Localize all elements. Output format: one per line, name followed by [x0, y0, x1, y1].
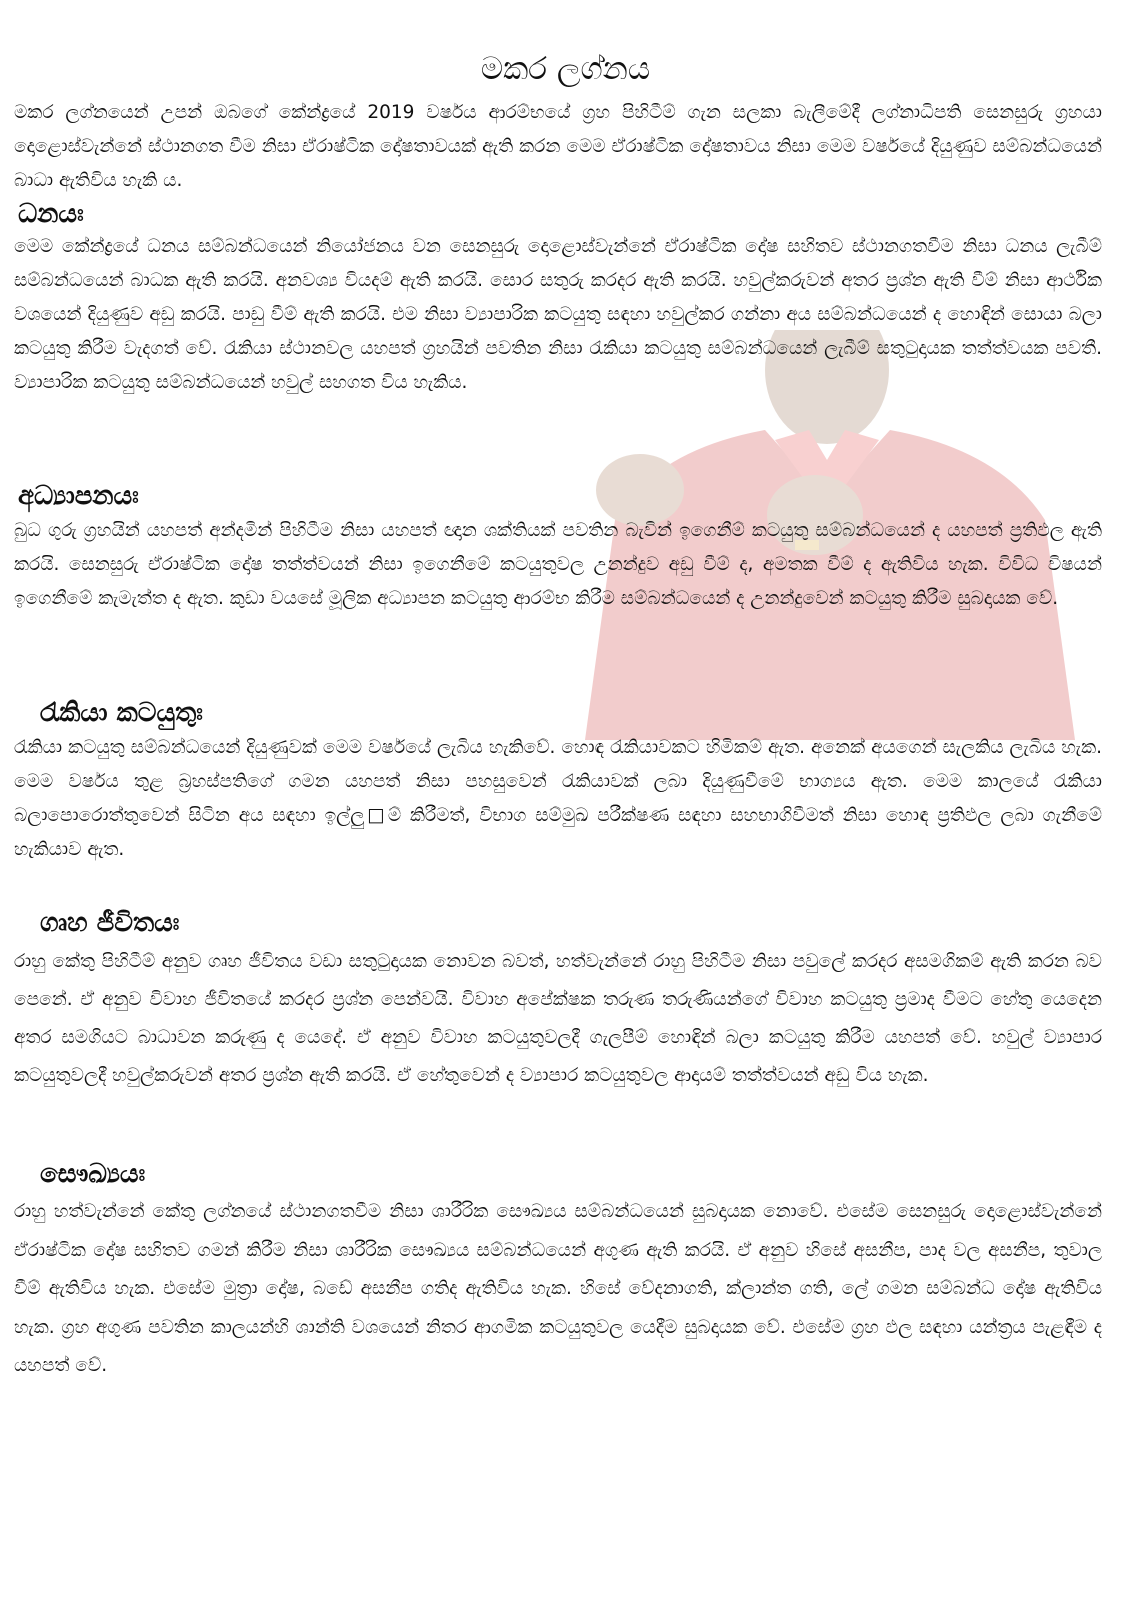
section-heading-employment: රැකියා කටයුතුඃ — [40, 698, 203, 728]
section-body-employment: රැකියා කටයුතු සම්බන්ධයෙන් දියුණුවක් මෙම වර්ෂයේ ලැබිය හැකිවේ. හොඳ රැකියාවකට හිමිකම් ඇත. අනෙක් අයගෙන් සැලකිය ලැබිය හැක. මෙම වර්ෂය තුළ බ්‍රහස්පතිගේ ගමන යහපත් නිසා පහසුවෙන් රැකියාවක් ලබා දියුණුවීමේ භාග්‍යය ඇත. මෙම කාලයේ රැකියා බලාපොරොත්තුවෙන් සිටින අය සඳහා ඉල්ලු□ම් කිරීමත්, විභාග සම්මුඛ පරීක්ෂණ සඳහා සහභාගිවීමත් නිසා හොඳ ප්‍රතිඵල ලබා ගැනීමේ හැකියාව ඇත. — [14, 737, 1102, 860]
section-body-education: බුධ ගුරු ග්‍රහයින් යහපත් අන්දමින් පිහිටීම නිසා යහපත් ඥාන ශක්තියක් පවතින බැවින් ඉගෙනීම් කටයුතු සම්බන්ධයෙන් ද යහපත් ප්‍රතිඵල ඇති කරයි. සෙනසුරු ඒරාෂ්ටික දෝෂ තත්ත්වයන් නිසා ඉගෙනීමේ කටයුතුවල උනන්දුව අඩු වීම් ද, අමතක වීම් ද ඇතිවිය හැක. විවිධ විෂයන් ඉගෙනීමේ කැමැත්ත ද ඇත. කුඩා වයසේ මූලික අධ්‍යාපන කටයුතු ආරම්භ කිරීම සම්බන්ධයෙන් ද උනන්දුවෙන් කටයුතු කිරීම සුබදායක වේ. — [14, 520, 1102, 609]
section-heading-health: සෞඛ්‍යයඃ — [40, 1159, 146, 1189]
section-body-wealth: මෙම කේන්ද්‍රයේ ධනය සම්බන්ධයෙන් නියෝජනය වන සෙනසුරු දොළොස්වැන්නේ ඒරාෂ්ටික දෝෂ සහිතව ස්ථානගතවීම නිසා ධනය ලැබීම් සම්බන්ධයෙන් බාධක ඇති කරයි. අනවශ්‍ය වියදම් ඇති කරයි. සොර සතුරු කරදර ඇති කරයි. හවුල්කරුවන් අතර ප්‍රශ්න ඇති වීම් නිසා ආර්ථික වශයෙන් දියුණුව අඩු කරයි. පාඩු වීම් ඇති කරයි. එම නිසා ව්‍යාපාරික කටයුතු සඳහා හවුල්කර ගන්නා අය සම්බන්ධයෙන් ද හොඳින් සොයා බලා කටයුතු කිරීම වැදගත් වේ. රැකියා ස්ථානවල යහපත් ග්‍රහයින් පවතින නිසා රැකියා කටයුතු සම්බන්ධයෙන් ලැබීම් සතුටුදායක තත්ත්වයක පවතී. ව්‍යාපාරික කටයුතු සම්බන්ධයෙන් හවුල් සහගත විය හැකිය. — [14, 236, 1102, 393]
section-heading-family-life: ගෘහ ජීවිතයඃ — [40, 908, 180, 938]
section-heading-wealth: ධනයඃ — [18, 199, 84, 229]
section-body-health: රාහු හත්වැන්නේ කේතු ලග්නයේ ස්ථානගතවීම නිසා ශාරීරික සෞඛ්‍යය සම්බන්ධයෙන් සුබදායක නොවේ. එසේම සෙනසුරු දොළොස්වැන්නේ ඒරාෂ්ටික දෝෂ සහිතව ගමන් කිරීම නිසා ශාරීරික සෞඛ්‍යය සම්බන්ධයෙන් අගුණ ඇති කරයි. ඒ අනුව හිසේ අසනීප, පාද වල අසනීප, තුවාල වීම් ඇතිවිය හැක. එසේම මුත්‍රා දෝෂ, බඩේ අසනීප ගතිද ඇතිවිය හැක. හිසේ වේදනාගති, ක්ලාන්ත ගති, ලේ ගමන සම්බන්ධ දෝෂ ඇතිවිය හැක. ග්‍රහ අගුණ පවතින කාලයන්හි ශාන්ති වශයෙන් නිතර ආගමික කටයුතුවල යෙදීම සුබදායක වේ. එසේම ග්‍රහ ඵල සඳහා යන්ත්‍රය පැළඳීම ද යහපත් වේ. — [14, 1201, 1102, 1376]
section-heading-education: අධ්‍යාපනයඃ — [18, 481, 139, 511]
intro-paragraph: මකර ලග්නයෙන් උපන් ඔබගේ කේන්ද්‍රයේ 2019 වර්ෂය ආරම්භයේ ග්‍රහ පිහිටීම් ගැන සලකා බැලීමේදී ලග්නාධිපති සෙනසුරු ග්‍රහයා දොළොස්වැන්නේ ස්ථානගත වීම නිසා ඒරාෂ්ටික දෝෂතාවයක් ඇති කරන මෙම ඒරාෂ්ටික දෝෂතාවය නිසා මෙම වර්ෂයේ දියුණුව සම්බන්ධයෙන් බාධා ඇතිවිය හැකි ය. — [14, 102, 1102, 191]
section-body-family-life: රාහු කේතු පිහිටීම් අනුව ගෘහ ජීවිතය වඩා සතුටුදායක නොවන බවත්, හත්වැන්නේ රාහු පිහිටීම නිසා පවුලේ කරදර අසමගිකම් ඇති කරන බව පෙනේ. ඒ අනුව විවාහ ජීවිතයේ කරදර ප්‍රශ්න පෙන්වයි. විවාහ අපේක්ෂක තරුණ තරුණියන්ගේ විවාහ කටයුතු ප්‍රමාද වීමට හේතු යෙදෙන අතර සමගියට බාධාවන කරුණු ද යෙදේ. ඒ අනුව විවාහ කටයුතුවලදී ගැලපීම් හොඳින් බලා කටයුතු කිරීම යහපත් වේ. හවුල් ව්‍යාපාර කටයුතුවලදී හවුල්කරුවන් අතර ප්‍රශ්න ඇති කරයි. ඒ හේතුවෙන් ද ව්‍යාපාර කටයුතුවල ආදායම් තත්ත්වයන් අඩු විය හැක. — [14, 951, 1102, 1086]
page-title: මකර ලග්නය — [480, 51, 651, 87]
